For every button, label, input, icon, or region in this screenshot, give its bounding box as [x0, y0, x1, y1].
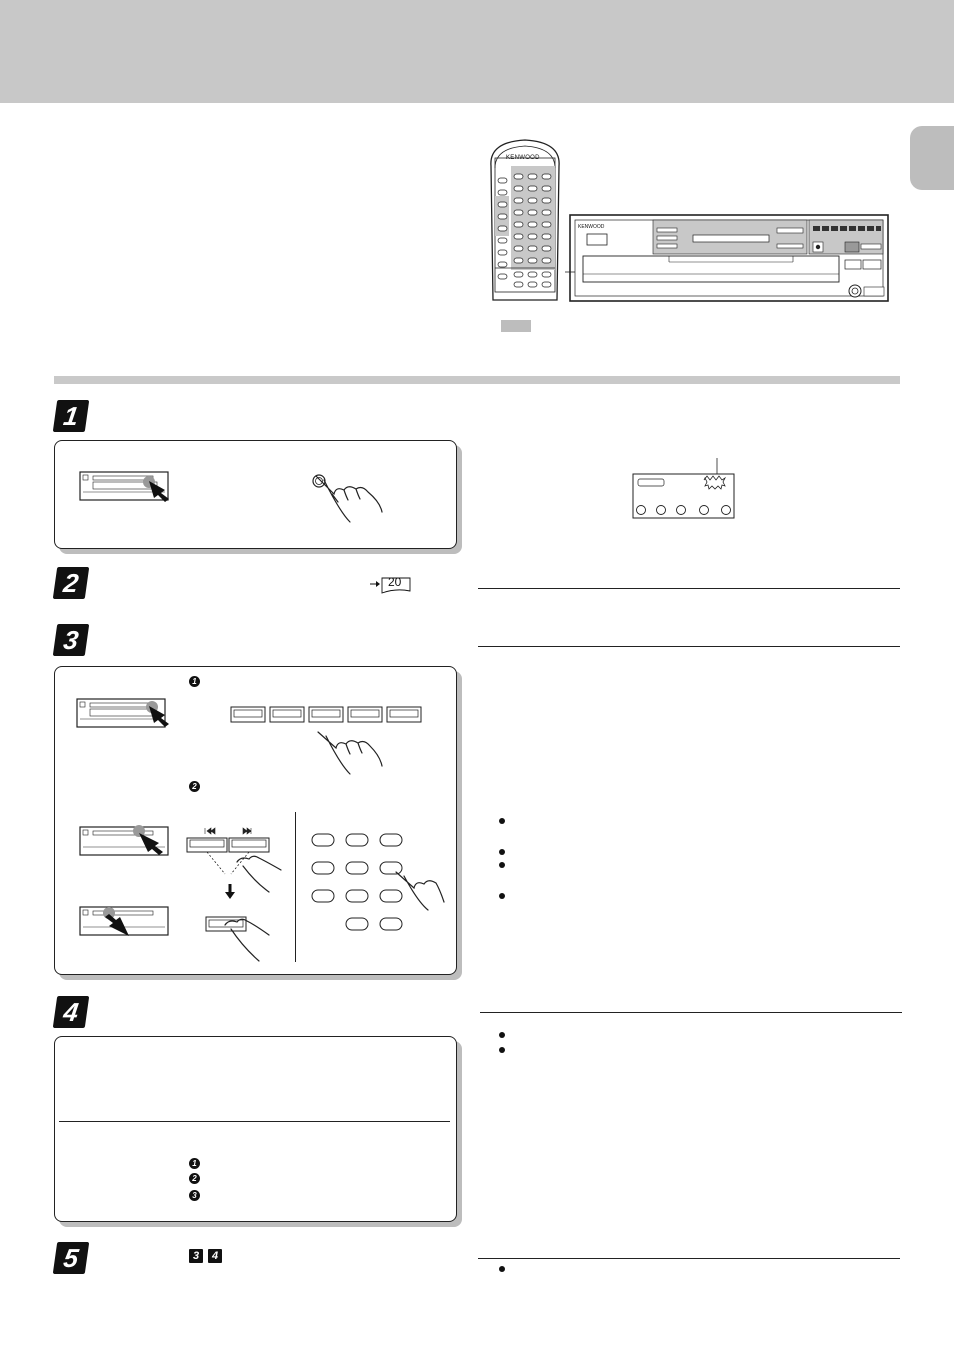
step-reference-marker: 4 — [208, 1249, 222, 1263]
down-arrow-icon — [225, 884, 235, 900]
skip-buttons-illustration — [185, 826, 295, 896]
header-band — [0, 0, 954, 103]
step-4-badge: 4 — [53, 996, 89, 1028]
step-4-panel — [54, 1036, 457, 1222]
remote-brand-logo: KENWOOD — [506, 155, 540, 161]
column-rule — [478, 1258, 900, 1259]
sub-step-marker: 3 — [189, 1190, 200, 1201]
sub-step-marker: 2 — [189, 1173, 200, 1184]
bullet — [499, 1047, 505, 1053]
numeric-keypad-illustration — [310, 832, 445, 932]
player-press-illustration — [76, 697, 171, 731]
note-label-chip — [501, 320, 531, 332]
bullet — [499, 818, 505, 824]
sub-step-marker: 2 — [189, 781, 200, 792]
step-5-badge: 5 — [53, 1242, 89, 1274]
panel-rule — [59, 1121, 450, 1122]
page-reference: 20 — [388, 575, 402, 589]
bullet — [499, 849, 505, 855]
bullet — [499, 1032, 505, 1038]
player-brand-logo: KENWOOD — [578, 224, 605, 230]
cd-player-illustration — [569, 214, 891, 304]
step-3-badge: 3 — [53, 624, 89, 656]
column-rule — [478, 646, 900, 647]
bullet — [499, 862, 505, 868]
player-press-illustration — [79, 470, 174, 504]
callout-line — [565, 270, 575, 274]
pointing-hand-icon — [310, 472, 390, 524]
disc-select-buttons — [230, 706, 426, 724]
step-1-badge: 1 — [53, 400, 89, 432]
section-tab — [910, 126, 954, 190]
step-reference-marker: 3 — [189, 1249, 203, 1263]
sub-step-marker: 1 — [189, 676, 200, 687]
play-button-illustration — [205, 913, 295, 965]
pointing-hand-icon — [316, 730, 386, 776]
step-2-badge: 2 — [53, 567, 89, 599]
player-press-illustration — [79, 823, 174, 859]
section-divider — [54, 376, 900, 384]
column-rule — [480, 1012, 902, 1013]
column-rule — [478, 588, 900, 589]
panel-divider — [295, 812, 296, 962]
bullet — [499, 1266, 505, 1272]
player-press-illustration — [79, 905, 174, 939]
bullet — [499, 893, 505, 899]
sub-step-marker: 1 — [189, 1158, 200, 1169]
display-panel-illustration — [632, 454, 736, 522]
